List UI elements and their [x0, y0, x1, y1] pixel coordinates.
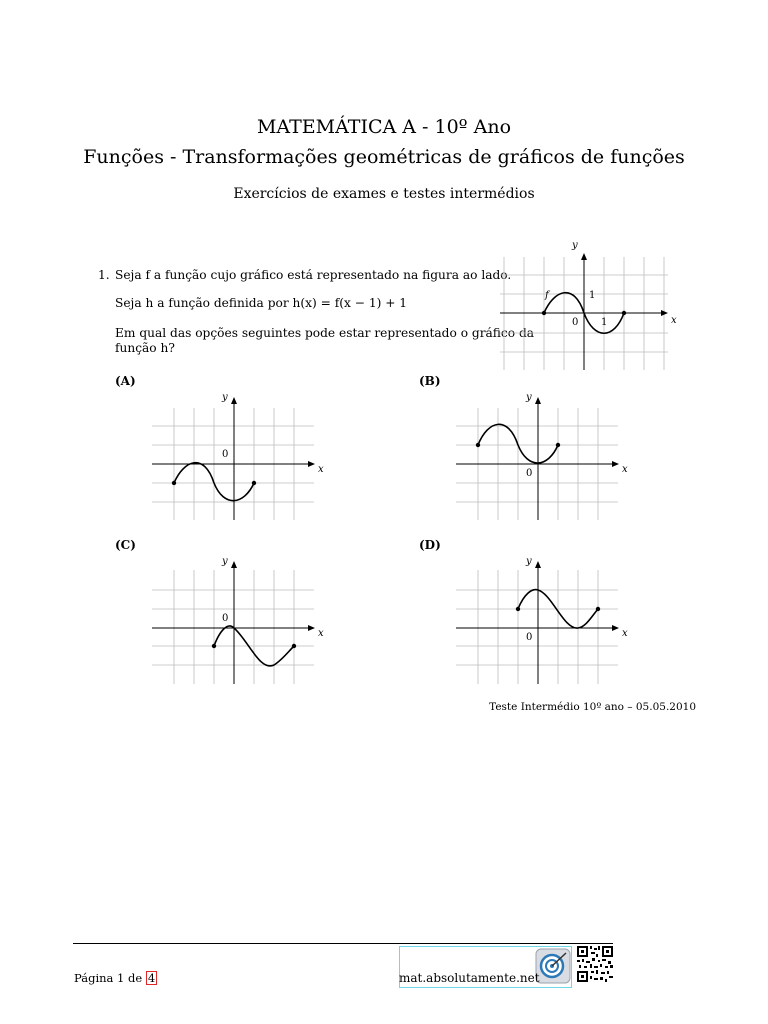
option-a-endpoint	[252, 481, 256, 485]
main-x-arrow	[661, 310, 668, 316]
page-subtitle-topic: Funções - Transformações geométricas de gráficos de funções	[83, 146, 685, 168]
page-number-prefix: Página 1 de	[74, 971, 146, 985]
option-a-x-label: x	[318, 464, 324, 475]
question-number: 1.	[98, 268, 110, 282]
option-c-label: (C)	[115, 538, 136, 552]
main-f-endpoint	[542, 311, 546, 315]
option-d-graph	[456, 556, 628, 684]
question-line-1: Seja f a função cujo gráfico está representado na figura ao lado.	[115, 268, 512, 282]
option-d-grid	[456, 570, 618, 684]
page-title: MATEMÁTICA A - 10º Ano	[256, 116, 512, 138]
option-c-endpoint	[292, 644, 296, 648]
footer-divider	[73, 943, 613, 944]
option-c-graph	[152, 556, 324, 684]
option-a-endpoint	[172, 481, 176, 485]
option-a-y-label: y	[222, 392, 228, 403]
main-y-arrow	[581, 253, 587, 260]
page-subtitle: Exercícios de exames e testes intermédios	[233, 186, 535, 202]
page-total-link[interactable]: 4	[147, 971, 156, 985]
option-b-x-label: x	[622, 464, 628, 475]
page-number	[74, 971, 157, 985]
option-b-endpoint	[556, 443, 560, 447]
main-one-x-label: 1	[601, 317, 608, 328]
main-graph	[500, 240, 677, 370]
option-c-origin-label: 0	[222, 613, 229, 624]
main-origin-label: 0	[572, 317, 579, 328]
option-a-origin-label: 0	[222, 449, 229, 460]
option-a-graph	[152, 392, 324, 520]
qr-code-icon	[577, 946, 613, 982]
option-c-y-label: y	[222, 556, 228, 567]
option-b-origin-label: 0	[526, 468, 533, 479]
option-d-origin-label: 0	[526, 632, 533, 643]
main-y-label: y	[572, 240, 578, 251]
option-b-endpoint	[476, 443, 480, 447]
main-f-endpoint	[622, 311, 626, 315]
option-b-y-label: y	[526, 392, 532, 403]
option-b-label: (B)	[419, 374, 441, 388]
option-c-x-label: x	[318, 628, 324, 639]
question-line-3b: função h?	[115, 341, 175, 355]
exam-source: Teste Intermédio 10º ano – 05.05.2010	[489, 701, 696, 713]
main-x-label: x	[671, 315, 677, 326]
option-a-label: (A)	[115, 374, 136, 388]
option-d-endpoint	[516, 607, 520, 611]
question-line-3a: Em qual das opções seguintes pode estar representado o gráfico da	[115, 326, 535, 340]
question-line-2: Seja h a função definida por h(x) = f(x − 1) + 1	[115, 296, 408, 310]
option-d-label: (D)	[419, 538, 441, 552]
option-b-graph	[456, 392, 628, 520]
main-one-y-label: 1	[589, 290, 596, 301]
option-c-endpoint	[212, 644, 216, 648]
main-f-label: f	[545, 290, 549, 301]
site-link[interactable]: mat.absolutamente.net	[399, 971, 540, 985]
option-d-y-label: y	[526, 556, 532, 567]
option-d-x-label: x	[622, 628, 628, 639]
option-d-endpoint	[596, 607, 600, 611]
